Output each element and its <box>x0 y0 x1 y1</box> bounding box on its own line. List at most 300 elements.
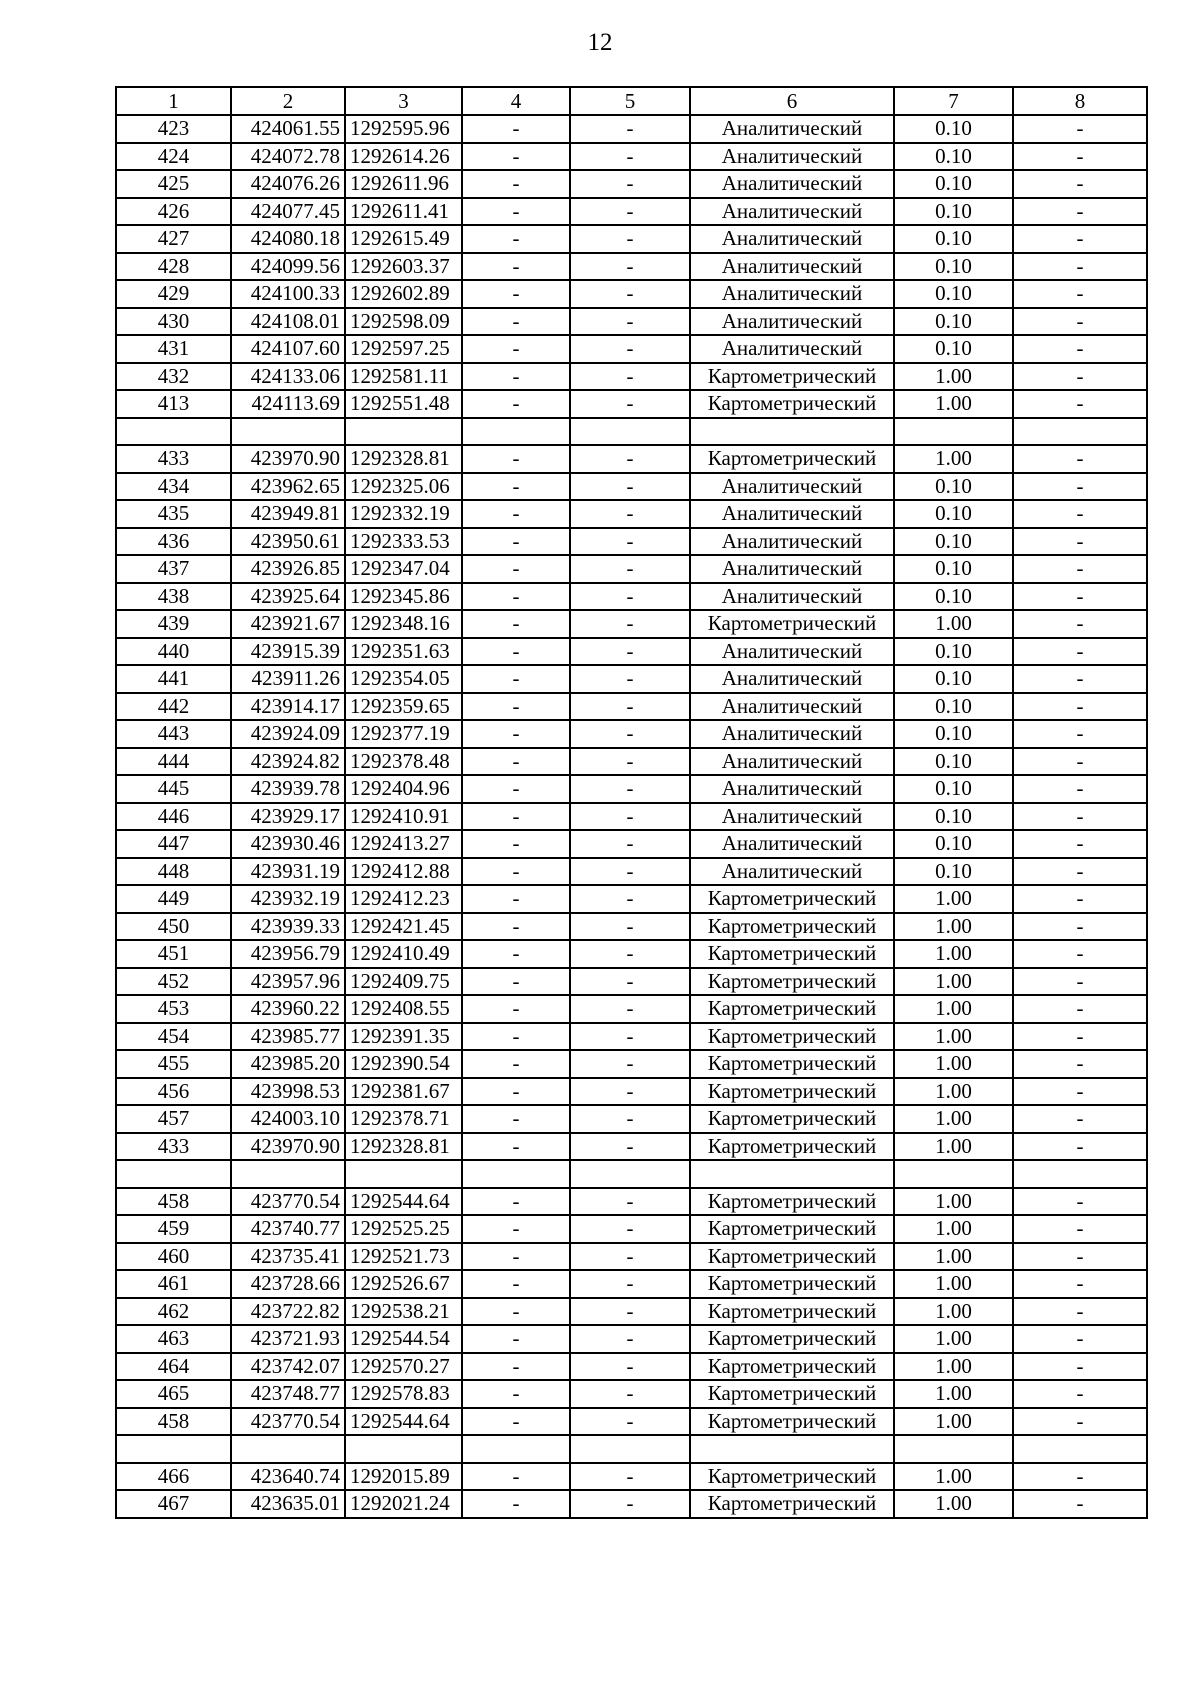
table-row <box>116 1215 1147 1243</box>
col-5-cell: - <box>570 225 690 253</box>
col-5-cell: - <box>570 1270 690 1298</box>
col-8-cell: - <box>1013 1490 1147 1518</box>
x-coordinate-cell: 423926.85 <box>231 555 345 583</box>
col-4-cell: - <box>462 280 570 308</box>
y-coordinate-cell: 1292570.27 <box>345 1353 462 1381</box>
col-5-cell: - <box>570 1078 690 1106</box>
x-coordinate-cell: 423985.77 <box>231 1023 345 1051</box>
table-row <box>116 500 1147 528</box>
method-cell: Картометрический <box>690 610 894 638</box>
col-8-cell <box>1013 1160 1147 1188</box>
y-coordinate-cell: 1292578.83 <box>345 1380 462 1408</box>
point-number-cell: 452 <box>116 968 231 996</box>
y-coordinate-cell: 1292351.63 <box>345 638 462 666</box>
point-number-cell: 446 <box>116 803 231 831</box>
col-8-cell: - <box>1013 170 1147 198</box>
table-row <box>116 748 1147 776</box>
y-coordinate-cell: 1292581.11 <box>345 363 462 391</box>
col-4-cell: - <box>462 1243 570 1271</box>
column-header-7: 7 <box>894 87 1013 115</box>
col-5-cell: - <box>570 1243 690 1271</box>
method-cell: Картометрический <box>690 390 894 418</box>
col-8-cell: - <box>1013 1105 1147 1133</box>
method-cell: Картометрический <box>690 1050 894 1078</box>
accuracy-cell: 1.00 <box>894 1023 1013 1051</box>
point-number-cell: 457 <box>116 1105 231 1133</box>
column-header-8: 8 <box>1013 87 1147 115</box>
col-4-cell: - <box>462 1325 570 1353</box>
col-8-cell: - <box>1013 1215 1147 1243</box>
point-number-cell: 426 <box>116 198 231 226</box>
x-coordinate-cell: 423770.54 <box>231 1188 345 1216</box>
column-header-4: 4 <box>462 87 570 115</box>
table-row <box>116 1270 1147 1298</box>
x-coordinate-cell: 424099.56 <box>231 253 345 281</box>
col-8-cell: - <box>1013 1050 1147 1078</box>
point-number-cell: 439 <box>116 610 231 638</box>
y-coordinate-cell: 1292544.64 <box>345 1408 462 1436</box>
x-coordinate-cell: 423921.67 <box>231 610 345 638</box>
col-4-cell: - <box>462 1050 570 1078</box>
separator-row <box>116 418 1147 446</box>
table-row <box>116 280 1147 308</box>
col-4-cell: - <box>462 1023 570 1051</box>
col-8-cell: - <box>1013 610 1147 638</box>
col-5-cell: - <box>570 583 690 611</box>
point-number-cell: 432 <box>116 363 231 391</box>
method-cell: Картометрический <box>690 940 894 968</box>
table-row <box>116 170 1147 198</box>
point-number-cell: 429 <box>116 280 231 308</box>
col-5-cell: - <box>570 1215 690 1243</box>
table-row <box>116 693 1147 721</box>
point-number-cell: 463 <box>116 1325 231 1353</box>
y-coordinate-cell: 1292390.54 <box>345 1050 462 1078</box>
point-number-cell: 465 <box>116 1380 231 1408</box>
point-number-cell: 461 <box>116 1270 231 1298</box>
point-number-cell: 443 <box>116 720 231 748</box>
table-row <box>116 473 1147 501</box>
method-cell: Аналитический <box>690 473 894 501</box>
method-cell: Аналитический <box>690 280 894 308</box>
col-5-cell: - <box>570 1298 690 1326</box>
col-4-cell: - <box>462 1215 570 1243</box>
col-8-cell <box>1013 418 1147 446</box>
table-row <box>116 253 1147 281</box>
y-coordinate-cell: 1292328.81 <box>345 445 462 473</box>
col-5-cell: - <box>570 1133 690 1161</box>
y-coordinate-cell: 1292602.89 <box>345 280 462 308</box>
y-coordinate-cell: 1292413.27 <box>345 830 462 858</box>
col-5-cell: - <box>570 830 690 858</box>
accuracy-cell: 0.10 <box>894 665 1013 693</box>
accuracy-cell: 0.10 <box>894 198 1013 226</box>
y-coordinate-cell: 1292359.65 <box>345 693 462 721</box>
point-number-cell: 454 <box>116 1023 231 1051</box>
table-row <box>116 638 1147 666</box>
x-coordinate-cell: 423914.17 <box>231 693 345 721</box>
col-8-cell: - <box>1013 1325 1147 1353</box>
col-8-cell: - <box>1013 1270 1147 1298</box>
y-coordinate-cell: 1292381.67 <box>345 1078 462 1106</box>
y-coordinate-cell: 1292391.35 <box>345 1023 462 1051</box>
accuracy-cell: 1.00 <box>894 913 1013 941</box>
x-coordinate-cell: 423915.39 <box>231 638 345 666</box>
col-4-cell: - <box>462 830 570 858</box>
accuracy-cell: 1.00 <box>894 1490 1013 1518</box>
table-row <box>116 1133 1147 1161</box>
y-coordinate-cell: 1292597.25 <box>345 335 462 363</box>
col-4-cell: - <box>462 720 570 748</box>
col-8-cell <box>1013 1435 1147 1463</box>
y-coordinate-cell: 1292410.91 <box>345 803 462 831</box>
x-coordinate-cell: 423911.26 <box>231 665 345 693</box>
page-number: 12 <box>587 29 613 56</box>
col-8-cell: - <box>1013 968 1147 996</box>
accuracy-cell: 1.00 <box>894 885 1013 913</box>
col-5-cell: - <box>570 858 690 886</box>
table-row <box>116 390 1147 418</box>
method-cell: Аналитический <box>690 748 894 776</box>
accuracy-cell <box>894 418 1013 446</box>
table-row <box>116 583 1147 611</box>
col-8-cell: - <box>1013 390 1147 418</box>
y-coordinate-cell: 1292611.41 <box>345 198 462 226</box>
col-4-cell: - <box>462 1105 570 1133</box>
col-8-cell: - <box>1013 280 1147 308</box>
point-number-cell: 467 <box>116 1490 231 1518</box>
point-number-cell <box>116 1160 231 1188</box>
y-coordinate-cell: 1292409.75 <box>345 968 462 996</box>
method-cell: Аналитический <box>690 115 894 143</box>
col-5-cell <box>570 418 690 446</box>
col-8-cell: - <box>1013 1380 1147 1408</box>
col-4-cell: - <box>462 1463 570 1491</box>
col-5-cell: - <box>570 693 690 721</box>
col-4-cell: - <box>462 473 570 501</box>
col-5-cell: - <box>570 363 690 391</box>
y-coordinate-cell: 1292015.89 <box>345 1463 462 1491</box>
x-coordinate-cell: 424080.18 <box>231 225 345 253</box>
y-coordinate-cell: 1292421.45 <box>345 913 462 941</box>
col-8-cell: - <box>1013 363 1147 391</box>
method-cell <box>690 418 894 446</box>
col-4-cell: - <box>462 610 570 638</box>
col-5-cell: - <box>570 885 690 913</box>
x-coordinate-cell: 423770.54 <box>231 1408 345 1436</box>
col-8-cell: - <box>1013 748 1147 776</box>
method-cell: Аналитический <box>690 335 894 363</box>
col-4-cell: - <box>462 803 570 831</box>
point-number-cell: 459 <box>116 1215 231 1243</box>
point-number-cell: 448 <box>116 858 231 886</box>
col-5-cell: - <box>570 473 690 501</box>
point-number-cell <box>116 1435 231 1463</box>
col-5-cell: - <box>570 308 690 336</box>
table-row <box>116 335 1147 363</box>
method-cell: Картометрический <box>690 1353 894 1381</box>
method-cell: Картометрический <box>690 1270 894 1298</box>
point-number-cell: 444 <box>116 748 231 776</box>
method-cell: Картометрический <box>690 1298 894 1326</box>
col-4-cell: - <box>462 363 570 391</box>
table-row <box>116 198 1147 226</box>
y-coordinate-cell: 1292325.06 <box>345 473 462 501</box>
x-coordinate-cell <box>231 1160 345 1188</box>
col-5-cell: - <box>570 1023 690 1051</box>
method-cell: Аналитический <box>690 198 894 226</box>
method-cell: Аналитический <box>690 143 894 171</box>
col-4-cell: - <box>462 583 570 611</box>
x-coordinate-cell: 423735.41 <box>231 1243 345 1271</box>
y-coordinate-cell: 1292332.19 <box>345 500 462 528</box>
col-8-cell: - <box>1013 1408 1147 1436</box>
x-coordinate-cell: 424003.10 <box>231 1105 345 1133</box>
y-coordinate-cell <box>345 1160 462 1188</box>
y-coordinate-cell: 1292551.48 <box>345 390 462 418</box>
point-number-cell: 427 <box>116 225 231 253</box>
col-5-cell <box>570 1160 690 1188</box>
accuracy-cell: 1.00 <box>894 1215 1013 1243</box>
col-4-cell: - <box>462 308 570 336</box>
x-coordinate-cell: 423740.77 <box>231 1215 345 1243</box>
point-number-cell: 423 <box>116 115 231 143</box>
method-cell: Картометрический <box>690 1325 894 1353</box>
x-coordinate-cell: 423721.93 <box>231 1325 345 1353</box>
col-8-cell: - <box>1013 473 1147 501</box>
x-coordinate-cell: 423960.22 <box>231 995 345 1023</box>
y-coordinate-cell: 1292595.96 <box>345 115 462 143</box>
method-cell <box>690 1435 894 1463</box>
col-5-cell: - <box>570 1050 690 1078</box>
accuracy-cell: 1.00 <box>894 968 1013 996</box>
y-coordinate-cell: 1292544.54 <box>345 1325 462 1353</box>
accuracy-cell: 0.10 <box>894 225 1013 253</box>
y-coordinate-cell: 1292538.21 <box>345 1298 462 1326</box>
col-8-cell: - <box>1013 665 1147 693</box>
point-number-cell: 451 <box>116 940 231 968</box>
col-8-cell: - <box>1013 1353 1147 1381</box>
x-coordinate-cell: 424108.01 <box>231 308 345 336</box>
accuracy-cell: 0.10 <box>894 115 1013 143</box>
method-cell: Аналитический <box>690 555 894 583</box>
point-number-cell: 442 <box>116 693 231 721</box>
col-8-cell: - <box>1013 1078 1147 1106</box>
table-row <box>116 803 1147 831</box>
col-8-cell: - <box>1013 720 1147 748</box>
col-8-cell: - <box>1013 693 1147 721</box>
method-cell: Картометрический <box>690 885 894 913</box>
table-row <box>116 225 1147 253</box>
col-5-cell: - <box>570 253 690 281</box>
y-coordinate-cell: 1292328.81 <box>345 1133 462 1161</box>
point-number-cell: 462 <box>116 1298 231 1326</box>
col-5-cell: - <box>570 143 690 171</box>
col-4-cell: - <box>462 500 570 528</box>
method-cell: Картометрический <box>690 995 894 1023</box>
accuracy-cell: 1.00 <box>894 1105 1013 1133</box>
y-coordinate-cell: 1292525.25 <box>345 1215 462 1243</box>
accuracy-cell: 1.00 <box>894 1270 1013 1298</box>
method-cell: Аналитический <box>690 583 894 611</box>
x-coordinate-cell: 423640.74 <box>231 1463 345 1491</box>
column-header-1: 1 <box>116 87 231 115</box>
method-cell: Аналитический <box>690 803 894 831</box>
col-4-cell: - <box>462 1408 570 1436</box>
point-number-cell: 464 <box>116 1353 231 1381</box>
accuracy-cell: 1.00 <box>894 445 1013 473</box>
accuracy-cell: 1.00 <box>894 1050 1013 1078</box>
accuracy-cell: 0.10 <box>894 638 1013 666</box>
accuracy-cell: 1.00 <box>894 1353 1013 1381</box>
col-5-cell: - <box>570 198 690 226</box>
col-5-cell: - <box>570 280 690 308</box>
table-row <box>116 115 1147 143</box>
y-coordinate-cell: 1292333.53 <box>345 528 462 556</box>
col-5-cell: - <box>570 1105 690 1133</box>
method-cell: Картометрический <box>690 1078 894 1106</box>
x-coordinate-cell: 423728.66 <box>231 1270 345 1298</box>
point-number-cell: 431 <box>116 335 231 363</box>
table-row <box>116 1188 1147 1216</box>
col-4-cell: - <box>462 693 570 721</box>
method-cell: Картометрический <box>690 445 894 473</box>
point-number-cell: 434 <box>116 473 231 501</box>
method-cell: Аналитический <box>690 830 894 858</box>
y-coordinate-cell: 1292378.48 <box>345 748 462 776</box>
accuracy-cell: 0.10 <box>894 473 1013 501</box>
col-4-cell: - <box>462 885 570 913</box>
method-cell: Картометрический <box>690 1215 894 1243</box>
col-8-cell: - <box>1013 913 1147 941</box>
col-4-cell: - <box>462 913 570 941</box>
x-coordinate-cell: 423932.19 <box>231 885 345 913</box>
accuracy-cell <box>894 1160 1013 1188</box>
method-cell: Картометрический <box>690 1380 894 1408</box>
col-5-cell: - <box>570 720 690 748</box>
x-coordinate-cell: 423635.01 <box>231 1490 345 1518</box>
col-5-cell: - <box>570 1380 690 1408</box>
col-5-cell: - <box>570 775 690 803</box>
method-cell: Аналитический <box>690 858 894 886</box>
x-coordinate-cell: 423929.17 <box>231 803 345 831</box>
x-coordinate-cell: 424077.45 <box>231 198 345 226</box>
col-8-cell: - <box>1013 858 1147 886</box>
method-cell: Аналитический <box>690 170 894 198</box>
method-cell: Картометрический <box>690 1490 894 1518</box>
point-number-cell: 466 <box>116 1463 231 1491</box>
col-8-cell: - <box>1013 308 1147 336</box>
col-4-cell: - <box>462 115 570 143</box>
y-coordinate-cell: 1292354.05 <box>345 665 462 693</box>
x-coordinate-cell: 423985.20 <box>231 1050 345 1078</box>
table-row <box>116 720 1147 748</box>
x-coordinate-cell: 423957.96 <box>231 968 345 996</box>
col-5-cell: - <box>570 1490 690 1518</box>
table-row <box>116 940 1147 968</box>
col-8-cell: - <box>1013 115 1147 143</box>
col-8-cell: - <box>1013 803 1147 831</box>
col-4-cell: - <box>462 638 570 666</box>
col-5-cell: - <box>570 1463 690 1491</box>
col-5-cell: - <box>570 803 690 831</box>
method-cell: Картометрический <box>690 1243 894 1271</box>
col-4-cell: - <box>462 748 570 776</box>
header-row <box>116 87 1147 115</box>
col-5-cell: - <box>570 335 690 363</box>
col-5-cell: - <box>570 1325 690 1353</box>
point-number-cell: 450 <box>116 913 231 941</box>
method-cell: Картометрический <box>690 968 894 996</box>
table-row <box>116 1408 1147 1436</box>
col-8-cell: - <box>1013 1243 1147 1271</box>
table-row <box>116 528 1147 556</box>
x-coordinate-cell: 423939.33 <box>231 913 345 941</box>
y-coordinate-cell <box>345 418 462 446</box>
point-number-cell <box>116 418 231 446</box>
accuracy-cell: 0.10 <box>894 253 1013 281</box>
method-cell: Картометрический <box>690 1133 894 1161</box>
col-5-cell: - <box>570 500 690 528</box>
col-8-cell: - <box>1013 1298 1147 1326</box>
method-cell: Аналитический <box>690 500 894 528</box>
table-body <box>116 115 1147 1518</box>
accuracy-cell: 0.10 <box>894 280 1013 308</box>
col-4-cell: - <box>462 1490 570 1518</box>
y-coordinate-cell: 1292412.88 <box>345 858 462 886</box>
point-number-cell: 458 <box>116 1188 231 1216</box>
y-coordinate-cell: 1292615.49 <box>345 225 462 253</box>
accuracy-cell: 0.10 <box>894 528 1013 556</box>
x-coordinate-cell <box>231 1435 345 1463</box>
col-8-cell: - <box>1013 143 1147 171</box>
col-4-cell: - <box>462 775 570 803</box>
col-8-cell: - <box>1013 1188 1147 1216</box>
accuracy-cell: 1.00 <box>894 1133 1013 1161</box>
col-4-cell: - <box>462 555 570 583</box>
col-8-cell: - <box>1013 1023 1147 1051</box>
x-coordinate-cell: 424133.06 <box>231 363 345 391</box>
column-header-5: 5 <box>570 87 690 115</box>
accuracy-cell: 1.00 <box>894 390 1013 418</box>
separator-row <box>116 1435 1147 1463</box>
x-coordinate-cell: 424100.33 <box>231 280 345 308</box>
method-cell: Аналитический <box>690 693 894 721</box>
y-coordinate-cell: 1292598.09 <box>345 308 462 336</box>
col-4-cell: - <box>462 335 570 363</box>
method-cell: Картометрический <box>690 1105 894 1133</box>
col-8-cell: - <box>1013 995 1147 1023</box>
col-4-cell <box>462 1435 570 1463</box>
col-4-cell: - <box>462 1188 570 1216</box>
table-row <box>116 363 1147 391</box>
point-number-cell: 438 <box>116 583 231 611</box>
method-cell: Картометрический <box>690 1408 894 1436</box>
y-coordinate-cell: 1292526.67 <box>345 1270 462 1298</box>
accuracy-cell: 0.10 <box>894 803 1013 831</box>
point-number-cell: 449 <box>116 885 231 913</box>
method-cell: Аналитический <box>690 720 894 748</box>
col-5-cell: - <box>570 610 690 638</box>
col-8-cell: - <box>1013 1133 1147 1161</box>
point-number-cell: 441 <box>116 665 231 693</box>
y-coordinate-cell: 1292521.73 <box>345 1243 462 1271</box>
accuracy-cell: 0.10 <box>894 775 1013 803</box>
point-number-cell: 428 <box>116 253 231 281</box>
y-coordinate-cell: 1292603.37 <box>345 253 462 281</box>
point-number-cell: 447 <box>116 830 231 858</box>
accuracy-cell: 1.00 <box>894 1325 1013 1353</box>
